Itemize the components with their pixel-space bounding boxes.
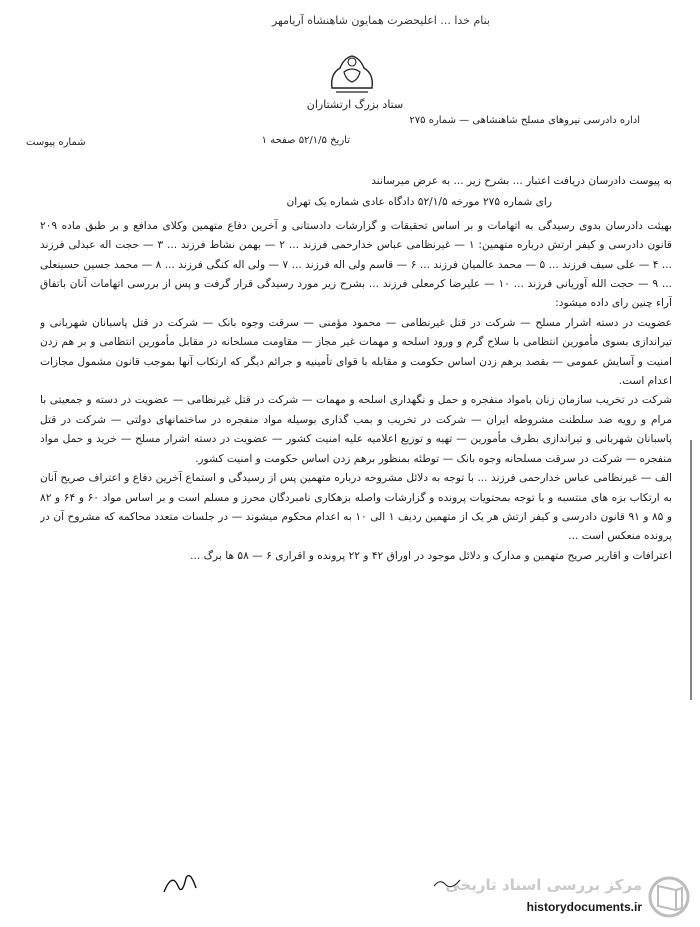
lion-and-sun-emblem-icon: [322, 48, 382, 98]
body-paragraph: اعترافات و اقاریر صریح متهمین و مدارک و دلائل موجود در اوراق ۴۲ و ۲۲ پرونده و اقراری ۶ — ۵۸ ها برگ ...: [190, 549, 672, 562]
watermark-logo-icon: [646, 876, 692, 918]
watermark-url: historydocuments.ir: [526, 900, 642, 914]
date-line: تاریخ ۵۲/۱/۵ صفحه ۱: [261, 135, 350, 146]
issuer-name: ستاد بزرگ ارتشتاران: [306, 98, 404, 111]
header-top-line: بنام خدا ... اعلیحضرت همایون شاهنشاه آریامهر: [271, 14, 490, 27]
watermark-title: مرکز بررسی اسناد تاریخی: [445, 876, 642, 894]
body-paragraph: شرکت در تخریب سازمان زنان بامواد منفجره و حمل و نگهداری اسلحه و مهمات — شرکت در قتل غیرنظامی — عضویت در دسته و جمعیتی با مرام و رویه ضد سلطنت مشروطه ایران — شرکت در تخریب و بمب گذاری بوسیله مواد منفجره در ساختمانهای دولتی — شرکت در قتل پاسبانان شهربانی و تیراندازی بطرف مأمورین — تهیه و توزیع اعلامیه علیه امنیت کشور — عضویت در دسته اشرار مسلح — خرید و حمل مواد منفجره — شرکت در سرقت مسلحانه وجوه بانک — توطئه بمنظور برهم زدن اساس حکومت و امنیت کشور.: [40, 394, 672, 465]
addressee-line: به پیوست دادرسان دریافت اعتبار ... بشرح زیر ... به عرض میرسانند: [371, 175, 672, 187]
margin-mark: [690, 440, 692, 700]
watermark: [430, 872, 692, 922]
letterhead: اداره دادرسی نیروهای مسلح شاهنشاهی — شماره ۲۷۵: [409, 115, 640, 126]
body-paragraph: بهیئت دادرسان بدوی رسیدگی به اتهامات و بر اساس تحقیقات و گزارشات دادستانی و آخرین دفاع متهمین وکلای مدافع و بر طبق ماده ۲۰۹ قانون دادرسی و کیفر ارتش درباره متهمین: ۱ — غیرنظامی عباس خدارحمی فرزند ... ۲ — بهمن نشاط فرزند ... ۳ — حجت اله عبدلی فرزند ... ۴ — علی سیف فرزند ... ۵ — محمد عالمیان فرزند ... ۶ — قاسم ولی اله فرزند ... ۷ — ولی اله کنگی فرزند ... ۸ — محمد جسین حسینعلی ... ۹ — حجت الله آوریانی فرزند ... ۱۰ — علیرضا کرمعلی فرزند ... بشرح زیر مورد رسیدگی قرار گرفت و پس از بررسی اتهامات آنان باتفاق آراء چنین رای داده میشود:: [40, 219, 672, 310]
attachment-label: شماره پیوست: [26, 137, 86, 148]
signature-mark: [160, 868, 200, 898]
body-paragraph: الف — غیرنظامی عباس خدارحمی فرزند ... با توجه به دلائل مشروحه درباره متهمین پس از رسیدگی و استماع آخرین دفاع و اعتراف صریح آنان به ارتکاب بزه های منتسبه و با توجه بمحتویات پرونده و گزارشات واصله بزهکاری نامبردگان محرز و مسلم است و بر اساس مواد ۶۰ و ۶۴ و ۸۲ و ۸۵ و ۹۱ قانون دادرسی و کیفر ارتش هر یک از متهمین ردیف ۱ الی ۱۰ به اعدام محکوم میشوند — در جلسات متعدد محاکمه که مشروح آن در پرونده منعکس است ...: [40, 472, 672, 543]
document-body: [40, 172, 672, 882]
body-paragraph: عضویت در دسته اشرار مسلح — شرکت در قتل غیرنظامی — محمود مؤمنی — سرقت وجوه بانک — شرکت در قتل پاسبانان شهربانی و تیراندازی بسوی مأمورین انتظامی با سلاح گرم و ورود اسلحه و مهمات غیر مجاز — مقاومت مسلحانه در مقابل مأمورین انتظامی و بر هم زدن امنیت و آسایش عمومی — بقصد برهم زدن اساس حکومت و مقابله با قوای تأمینیه و جرائم دیگر که ارتکاب آنها بموجب قانون مشمول مجازات اعدام است.: [40, 316, 672, 388]
subject-line: رای شماره ۲۷۵ مورخه ۵۲/۱/۵ دادگاه عادی شماره یک تهران: [286, 196, 552, 209]
